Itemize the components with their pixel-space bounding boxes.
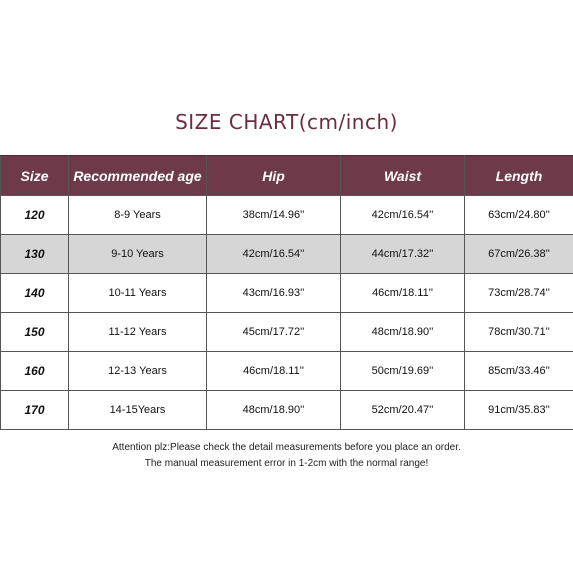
length-cell: 78cm/30.71''	[465, 313, 573, 352]
hip-cell: 45cm/17.72''	[207, 313, 341, 352]
hip-cell: 38cm/14.96''	[207, 196, 341, 235]
size-cell: 130	[1, 235, 69, 274]
table-row	[1, 274, 573, 313]
attention-note: Attention plz:Please check the detail measurements before you place an order.	[112, 442, 461, 453]
length-cell: 63cm/24.80''	[465, 196, 573, 235]
waist-cell: 44cm/17.32''	[341, 235, 465, 274]
column-header-hip: Hip	[207, 156, 341, 196]
length-cell: 73cm/28.74''	[465, 274, 573, 313]
size-cell: 170	[1, 391, 69, 430]
age-cell: 10-11 Years	[69, 274, 207, 313]
waist-cell: 52cm/20.47''	[341, 391, 465, 430]
table-row	[1, 196, 573, 235]
column-header-length: Length	[465, 156, 573, 196]
table-row	[1, 352, 573, 391]
measurement-error-note: The manual measurement error in 1-2cm with the normal range!	[144, 458, 429, 469]
age-cell: 11-12 Years	[69, 313, 207, 352]
waist-cell: 48cm/18.90''	[341, 313, 465, 352]
waist-cell: 42cm/16.54''	[341, 196, 465, 235]
column-header-waist: Waist	[341, 156, 465, 196]
hip-cell: 48cm/18.90''	[207, 391, 341, 430]
waist-cell: 46cm/18.11''	[341, 274, 465, 313]
age-cell: 9-10 Years	[69, 235, 207, 274]
age-cell: 12-13 Years	[69, 352, 207, 391]
hip-cell: 46cm/18.11''	[207, 352, 341, 391]
age-cell: 8-9 Years	[69, 196, 207, 235]
table-row	[1, 235, 573, 274]
length-cell: 67cm/26.38''	[465, 235, 573, 274]
hip-cell: 43cm/16.93''	[207, 274, 341, 313]
column-header-size: Size	[1, 156, 69, 196]
length-cell: 91cm/35.83''	[465, 391, 573, 430]
table-row	[1, 391, 573, 430]
length-cell: 85cm/33.46''	[465, 352, 573, 391]
table-row	[1, 313, 573, 352]
size-chart-table	[0, 155, 573, 430]
column-header-recommended-age: Recommended age	[69, 156, 207, 196]
header-row	[1, 156, 573, 196]
hip-cell: 42cm/16.54''	[207, 235, 341, 274]
size-cell: 150	[1, 313, 69, 352]
waist-cell: 50cm/19.69''	[341, 352, 465, 391]
size-cell: 120	[1, 196, 69, 235]
size-cell: 140	[1, 274, 69, 313]
size-cell: 160	[1, 352, 69, 391]
page-title: SIZE CHART(cm/inch)	[175, 110, 398, 134]
age-cell: 14-15Years	[69, 391, 207, 430]
